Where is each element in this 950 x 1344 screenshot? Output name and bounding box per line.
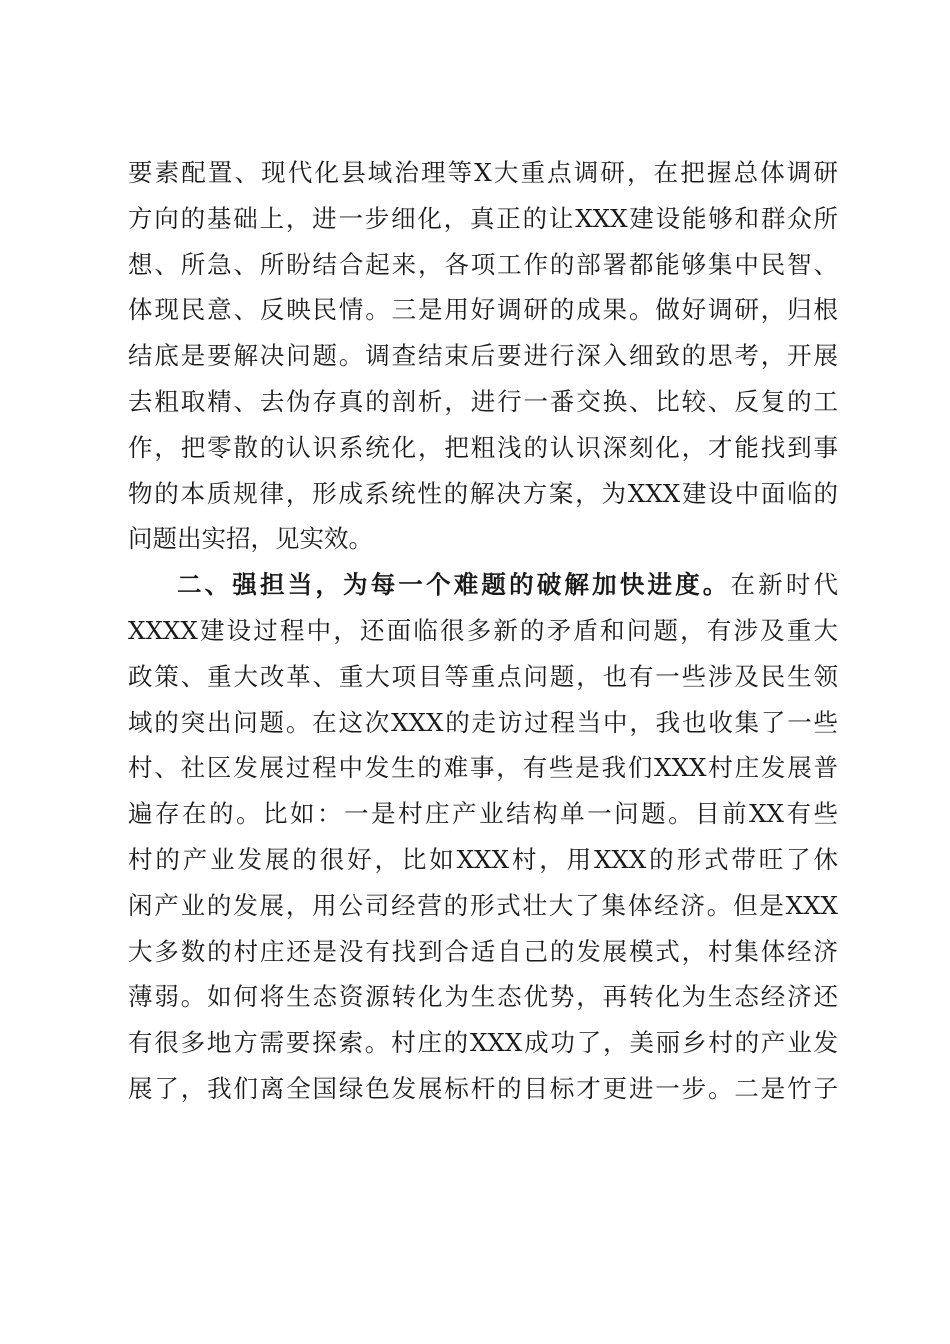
paragraph-line: 遍存在的。比如：一是村庄产业结构单一问题。目前XX有些 — [128, 799, 838, 829]
paragraph-line: 结底是要解决问题。调查结束后要进行深入细致的思考，开展 — [128, 341, 838, 371]
paragraph-line: 大多数的村庄还是没有找到合适自己的发展模式，村集体经济 — [128, 936, 838, 966]
paragraph-line: 想、所急、所盼结合起来，各项工作的部署都能够集中民智、 — [128, 249, 838, 279]
paragraph-line: 有很多地方需要探索。村庄的XXX成功了，美丽乡村的产业发 — [128, 1028, 838, 1058]
paragraph-line: 村、社区发展过程中发生的难事，有些是我们XXX村庄发展普 — [128, 753, 838, 783]
paragraph-line: 展了，我们离全国绿色发展标杆的目标才更进一步。二是竹子 — [128, 1073, 838, 1103]
section-heading: 二、强担当，为每一个难题的破解加快进度。 — [177, 570, 731, 600]
paragraph-line: 闲产业的发展，用公司经营的形式壮大了集体经济。但是XXX — [128, 890, 838, 920]
paragraph-line: 方向的基础上，进一步细化，真正的让XXX建设能够和群众所 — [128, 203, 838, 233]
paragraph-line: 政策、重大改革、重大项目等重点问题，也有一些涉及民生领 — [128, 661, 838, 691]
paragraph-line: XXXX建设过程中，还面临很多新的矛盾和问题，有涉及重大 — [128, 615, 838, 645]
paragraph-line: 薄弱。如何将生态资源转化为生态优势，再转化为生态经济还 — [128, 982, 838, 1012]
document-body — [128, 150, 838, 1112]
section-heading-tail: 在新时代 — [730, 570, 839, 600]
paragraph-line: 物的本质规律，形成系统性的解决方案，为XXX建设中面临的 — [128, 478, 838, 508]
paragraph-line: 村的产业发展的很好，比如XXX村，用XXX的形式带旺了休 — [128, 844, 838, 874]
paragraph-line: 要素配置、现代化县域治理等X大重点调研，在把握总体调研 — [128, 158, 838, 187]
section-heading-line — [128, 562, 838, 608]
paragraph-line: 去粗取精、去伪存真的剖析，进行一番交换、比较、反复的工 — [128, 386, 838, 416]
paragraph-line: 域的突出问题。在这次XXX的走访过程当中，我也收集了一些 — [128, 707, 838, 737]
paragraph-line: 作，把零散的认识系统化，把粗浅的认识深刻化，才能找到事 — [128, 432, 838, 462]
paragraph-line: 体现民意、反映民情。三是用好调研的成果。做好调研，归根 — [128, 295, 838, 325]
paragraph-line: 问题出实招，见实效。 — [128, 524, 373, 554]
